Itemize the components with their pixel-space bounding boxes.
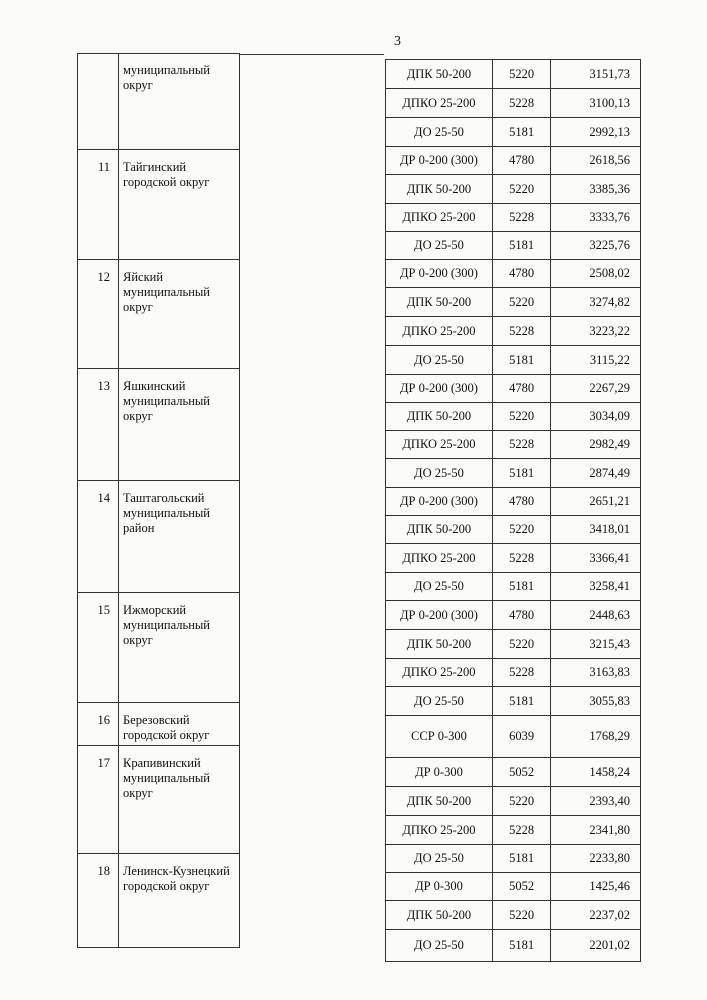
product-type-cell: ДПК 50-200: [386, 516, 493, 544]
district-row: [78, 854, 240, 948]
price-row: [386, 375, 641, 403]
price-row: [386, 930, 641, 962]
price-cell: 2341,80: [551, 816, 641, 845]
product-type-cell: ДО 25-50: [386, 845, 493, 873]
code-cell: 5052: [492, 758, 550, 787]
code-cell: 4780: [492, 260, 550, 288]
prices-table: [385, 59, 641, 962]
product-type-cell: ДО 25-50: [386, 459, 493, 488]
code-cell: 5181: [492, 459, 550, 488]
product-type-cell: ДР 0-200 (300): [386, 375, 493, 403]
price-row: [386, 204, 641, 232]
district-number: 15: [78, 593, 119, 703]
price-cell: 2233,80: [551, 845, 641, 873]
product-type-cell: ДР 0-200 (300): [386, 147, 493, 175]
price-cell: 3258,41: [551, 573, 641, 601]
page-number: 3: [394, 34, 401, 49]
code-cell: 5228: [492, 89, 550, 118]
code-cell: 5228: [492, 431, 550, 459]
price-row: [386, 488, 641, 516]
code-cell: 5220: [492, 630, 550, 659]
price-cell: 1768,29: [551, 716, 641, 758]
code-cell: 5220: [492, 787, 550, 816]
product-type-cell: ДПКО 25-200: [386, 204, 493, 232]
district-number: 14: [78, 481, 119, 593]
district-name: Ижморский муниципальный округ: [119, 593, 240, 703]
product-type-cell: ДПК 50-200: [386, 60, 493, 89]
district-number: [78, 54, 119, 150]
price-row: [386, 288, 641, 317]
code-cell: 4780: [492, 147, 550, 175]
district-number: 17: [78, 746, 119, 854]
districts-table: [77, 53, 240, 948]
product-type-cell: ДПК 50-200: [386, 403, 493, 431]
code-cell: 5052: [492, 873, 550, 901]
blank-column-block: [240, 54, 384, 941]
price-cell: 3055,83: [551, 687, 641, 716]
code-cell: 4780: [492, 601, 550, 630]
product-type-cell: ДПКО 25-200: [386, 659, 493, 687]
price-cell: 3418,01: [551, 516, 641, 544]
district-number: 13: [78, 369, 119, 481]
price-row: [386, 716, 641, 758]
price-cell: 3151,73: [551, 60, 641, 89]
product-type-cell: ДР 0-200 (300): [386, 488, 493, 516]
code-cell: 5181: [492, 118, 550, 147]
price-cell: 2267,29: [551, 375, 641, 403]
price-cell: 3034,09: [551, 403, 641, 431]
code-cell: 5220: [492, 516, 550, 544]
price-row: [386, 317, 641, 346]
price-row: [386, 260, 641, 288]
product-type-cell: ДПКО 25-200: [386, 816, 493, 845]
price-row: [386, 89, 641, 118]
code-cell: 6039: [492, 716, 550, 758]
code-cell: 5228: [492, 204, 550, 232]
price-row: [386, 403, 641, 431]
price-row: [386, 118, 641, 147]
product-type-cell: ДПКО 25-200: [386, 89, 493, 118]
price-row: [386, 659, 641, 687]
district-name: Ленинск-Кузнецкий городской округ: [119, 854, 240, 948]
price-row: [386, 573, 641, 601]
product-type-cell: ДР 0-300: [386, 758, 493, 787]
product-type-cell: ДПК 50-200: [386, 901, 493, 930]
price-row: [386, 544, 641, 573]
district-row: [78, 260, 240, 369]
price-cell: 2448,63: [551, 601, 641, 630]
code-cell: 5181: [492, 232, 550, 260]
price-row: [386, 431, 641, 459]
code-cell: 5220: [492, 175, 550, 204]
district-row: [78, 150, 240, 260]
price-row: [386, 516, 641, 544]
product-type-cell: ДР 0-200 (300): [386, 601, 493, 630]
price-cell: 3366,41: [551, 544, 641, 573]
price-cell: 3163,83: [551, 659, 641, 687]
product-type-cell: ДО 25-50: [386, 232, 493, 260]
price-cell: 2651,21: [551, 488, 641, 516]
product-type-cell: ДПК 50-200: [386, 288, 493, 317]
district-row: [78, 54, 240, 150]
price-cell: 2201,02: [551, 930, 641, 962]
product-type-cell: ДР 0-200 (300): [386, 260, 493, 288]
product-type-cell: ДПКО 25-200: [386, 431, 493, 459]
district-number: 18: [78, 854, 119, 948]
code-cell: 5228: [492, 544, 550, 573]
price-cell: 2237,02: [551, 901, 641, 930]
price-row: [386, 687, 641, 716]
district-name: муниципальный округ: [119, 54, 240, 150]
district-name: Яйский муниципальный округ: [119, 260, 240, 369]
price-cell: 3333,76: [551, 204, 641, 232]
price-cell: 2982,49: [551, 431, 641, 459]
price-row: [386, 873, 641, 901]
code-cell: 5228: [492, 816, 550, 845]
product-type-cell: ДР 0-300: [386, 873, 493, 901]
price-cell: 3274,82: [551, 288, 641, 317]
product-type-cell: ДПКО 25-200: [386, 317, 493, 346]
code-cell: 5181: [492, 845, 550, 873]
district-name: Крапивинский муниципальный округ: [119, 746, 240, 854]
code-cell: 5181: [492, 346, 550, 375]
price-cell: 3385,36: [551, 175, 641, 204]
price-cell: 2618,56: [551, 147, 641, 175]
district-name: Яшкинский муниципальный округ: [119, 369, 240, 481]
code-cell: 5220: [492, 901, 550, 930]
price-row: [386, 845, 641, 873]
price-row: [386, 816, 641, 845]
product-type-cell: ДО 25-50: [386, 687, 493, 716]
code-cell: 5220: [492, 288, 550, 317]
price-cell: 2393,40: [551, 787, 641, 816]
price-cell: 3115,22: [551, 346, 641, 375]
price-cell: 3223,22: [551, 317, 641, 346]
price-cell: 2508,02: [551, 260, 641, 288]
price-cell: 1458,24: [551, 758, 641, 787]
district-row: [78, 746, 240, 854]
district-number: 12: [78, 260, 119, 369]
price-row: [386, 346, 641, 375]
district-number: 11: [78, 150, 119, 260]
code-cell: 5220: [492, 60, 550, 89]
district-row: [78, 369, 240, 481]
price-cell: 3225,76: [551, 232, 641, 260]
code-cell: 5220: [492, 403, 550, 431]
price-row: [386, 901, 641, 930]
code-cell: 4780: [492, 488, 550, 516]
code-cell: 5181: [492, 573, 550, 601]
district-row: [78, 593, 240, 703]
district-row: [78, 481, 240, 593]
price-row: [386, 459, 641, 488]
product-type-cell: ДО 25-50: [386, 573, 493, 601]
price-cell: 2992,13: [551, 118, 641, 147]
price-cell: 1425,46: [551, 873, 641, 901]
product-type-cell: ДПК 50-200: [386, 787, 493, 816]
price-row: [386, 60, 641, 89]
product-type-cell: ССР 0-300: [386, 716, 493, 758]
product-type-cell: ДО 25-50: [386, 346, 493, 375]
price-row: [386, 601, 641, 630]
price-row: [386, 175, 641, 204]
code-cell: 4780: [492, 375, 550, 403]
district-name: Березовский городской округ: [119, 703, 240, 746]
price-row: [386, 758, 641, 787]
price-row: [386, 232, 641, 260]
product-type-cell: ДПК 50-200: [386, 630, 493, 659]
district-row: [78, 703, 240, 746]
product-type-cell: ДО 25-50: [386, 930, 493, 962]
code-cell: 5228: [492, 317, 550, 346]
product-type-cell: ДПК 50-200: [386, 175, 493, 204]
code-cell: 5181: [492, 930, 550, 962]
product-type-cell: ДО 25-50: [386, 118, 493, 147]
district-name: Тайгинский городской округ: [119, 150, 240, 260]
price-cell: 3100,13: [551, 89, 641, 118]
price-row: [386, 787, 641, 816]
product-type-cell: ДПКО 25-200: [386, 544, 493, 573]
district-name: Таштагольский муниципальный район: [119, 481, 240, 593]
price-row: [386, 630, 641, 659]
district-number: 16: [78, 703, 119, 746]
code-cell: 5181: [492, 687, 550, 716]
price-cell: 3215,43: [551, 630, 641, 659]
code-cell: 5228: [492, 659, 550, 687]
price-row: [386, 147, 641, 175]
price-cell: 2874,49: [551, 459, 641, 488]
